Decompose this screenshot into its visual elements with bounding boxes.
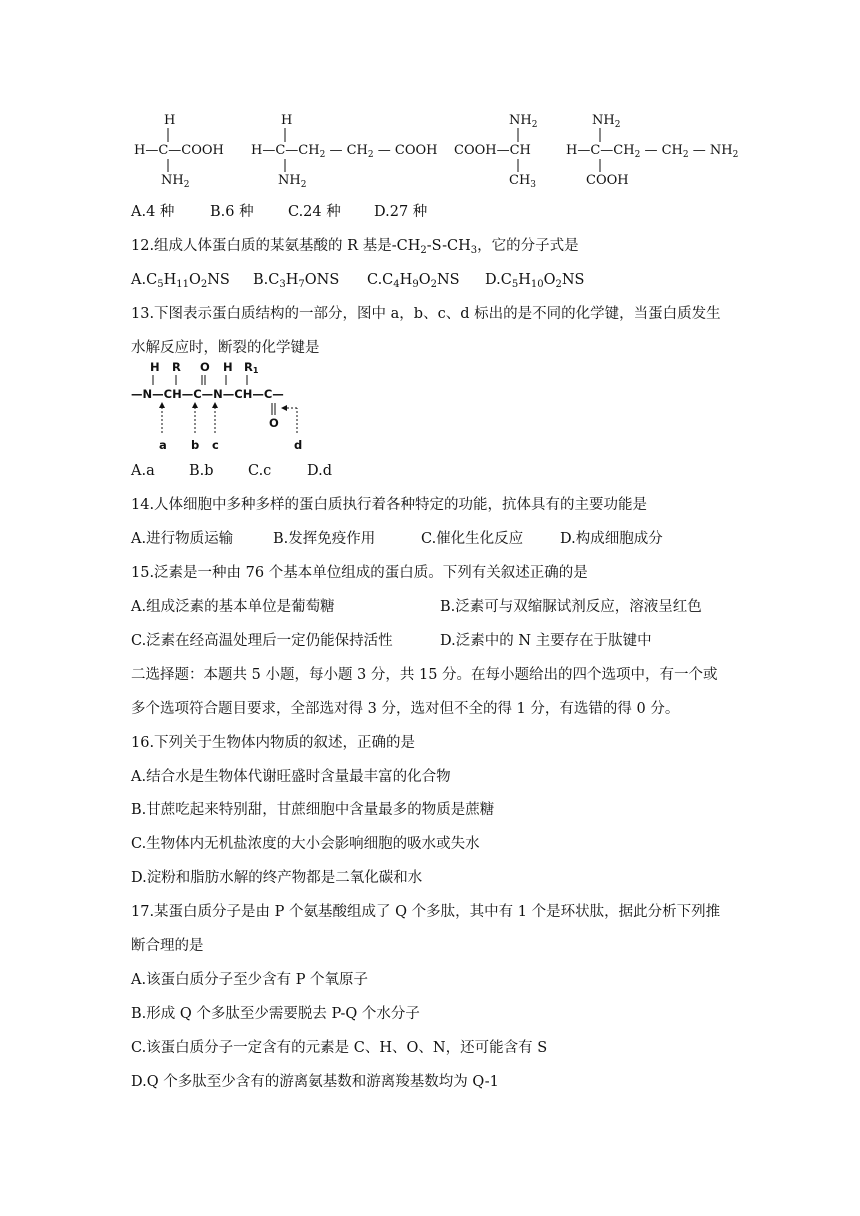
- s3-bottom: $CH_3$: [509, 173, 537, 190]
- q12-option-c[interactable]: $C.C_4H_9O_2NS$: [367, 272, 460, 290]
- q14-options: [131, 529, 663, 549]
- q14-option-d[interactable]: D.构成细胞成分: [560, 531, 663, 547]
- q13-option-a[interactable]: A.a: [131, 463, 155, 479]
- pep-arrow-d: d: [294, 438, 303, 452]
- q13-peptide-diagram: [131, 360, 331, 455]
- q17-option-a[interactable]: A.该蛋白质分子至少含有 P 个氧原子: [131, 972, 369, 988]
- s4-bottom: COOH: [586, 173, 629, 188]
- pep-h2: H: [223, 360, 233, 374]
- q12-option-d[interactable]: $D.C_5H_{10}O_2NS$: [485, 272, 585, 290]
- s2-top-h: H: [281, 113, 293, 128]
- q14-option-a[interactable]: A.进行物质运输: [131, 531, 234, 547]
- s4-top: $NH_2$: [592, 113, 621, 130]
- s2-chain: $H—C—CH_2$ — $CH_2$ — COOH: [251, 143, 438, 160]
- s4-chain: $H—C—CH_2$ — $CH_2$ — $NH_2$: [566, 143, 739, 160]
- pep-o: O: [200, 360, 210, 374]
- q16-stem: 16.下列关于生物体内物质的叙述，正确的是: [131, 735, 416, 751]
- q11-amino-acid-structures: [131, 108, 751, 198]
- structure-4: [566, 113, 738, 188]
- pep-bottom-o: O: [269, 416, 279, 430]
- q11-options: [131, 202, 427, 222]
- q15-stem: 15.泛素是一种由 76 个基本单位组成的蛋白质。下列有关叙述正确的是: [131, 565, 588, 581]
- q15-options-row2: [131, 631, 652, 651]
- q11-option-a[interactable]: A.4 种: [131, 204, 175, 220]
- q13-stem-line2: 水解反应时，断裂的化学键是: [131, 340, 320, 356]
- q13-option-d[interactable]: D.d: [307, 463, 332, 479]
- section2-line1: 二选择题：本题共 5 小题，每小题 3 分，共 15 分。在每小题给出的四个选项中，有一个或: [131, 667, 718, 683]
- q13-options: [131, 461, 332, 481]
- structure-3: [454, 113, 537, 190]
- q12-options: [131, 270, 584, 290]
- pep-h1: H: [150, 360, 160, 374]
- s3-chain: COOH—CH: [454, 143, 531, 158]
- q15-option-a[interactable]: A.组成泛素的基本单位是葡萄糖: [131, 599, 335, 615]
- q11-option-b[interactable]: B.6 种: [210, 204, 254, 220]
- structure-2: [251, 113, 437, 190]
- q14-option-b[interactable]: B.发挥免疫作用: [273, 531, 376, 547]
- q16-option-a[interactable]: A.结合水是生物体代谢旺盛时含量最丰富的化合物: [131, 769, 451, 785]
- q16-option-c[interactable]: C.生物体内无机盐浓度的大小会影响细胞的吸水或失水: [131, 836, 480, 852]
- q15-option-b[interactable]: B.泛素可与双缩脲试剂反应，溶液呈红色: [440, 599, 702, 615]
- q15-option-d[interactable]: D.泛素中的 N 主要存在于肽键中: [440, 633, 652, 649]
- q12-stem: 12.组成人体蛋白质的某氨基酸的 R 基是$-CH_2-S-CH_3$，它的分子式是: [131, 238, 579, 256]
- s2-bottom: $NH_2$: [278, 173, 307, 190]
- q17-stem-line2: 断合理的是: [131, 938, 204, 954]
- q17-option-b[interactable]: B.形成 Q 个多肽至少需要脱去 P-Q 个水分子: [131, 1006, 420, 1022]
- q15-options-row1: [131, 597, 702, 617]
- pep-arrow-b: b: [191, 438, 200, 452]
- q12-option-b[interactable]: $B.C_3H_7ONS$: [253, 272, 340, 290]
- q15-option-c[interactable]: C.泛素在经高温处理后一定仍能保持活性: [131, 633, 393, 649]
- structure-1: [134, 113, 224, 190]
- q14-stem: 14.人体细胞中多种多样的蛋白质执行着各种特定的功能，抗体具有的主要功能是: [131, 497, 648, 513]
- pep-backbone: —N—CH—C—N—CH—C—: [131, 387, 284, 401]
- s3-top: $NH_2$: [509, 113, 538, 130]
- q14-option-c[interactable]: C.催化生化反应: [421, 531, 524, 547]
- q13-option-c[interactable]: C.c: [248, 463, 272, 479]
- q17-option-c[interactable]: C.该蛋白质分子一定含有的元素是 C、H、O、N，还可能含有 S: [131, 1040, 548, 1056]
- pep-r1: R1: [244, 360, 259, 375]
- q11-option-d[interactable]: D.27 种: [374, 204, 428, 220]
- q17-stem-line1: 17.某蛋白质分子是由 P 个氨基酸组成了 Q 个多肽，其中有 1 个是环状肽，据此分析下列推: [131, 904, 721, 920]
- q12-option-a[interactable]: $A.C_5H_{11}O_2NS$: [131, 272, 230, 290]
- q13-option-b[interactable]: B.b: [189, 463, 214, 479]
- section2-line2: 多个选项符合题目要求，全部选对得 3 分，选对但不全的得 1 分，有选错的得 0 分。: [131, 701, 680, 717]
- pep-r: R: [172, 360, 181, 374]
- q16-option-b[interactable]: B.甘蔗吃起来特别甜，甘蔗细胞中含量最多的物质是蔗糖: [131, 802, 495, 818]
- q11-option-c[interactable]: C.24 种: [288, 204, 341, 220]
- s1-bottom: $NH_2$: [161, 173, 190, 190]
- s1-chain: H—C—COOH: [134, 143, 224, 158]
- q13-stem-line1: 13.下图表示蛋白质结构的一部分，图中 a，b、c、d 标出的是不同的化学键，当蛋白质发生: [131, 306, 721, 322]
- s1-top-h: H: [164, 113, 176, 128]
- pep-arrow-c: c: [212, 438, 219, 452]
- q17-option-d[interactable]: D.Q 个多肽至少含有的游离氨基数和游离羧基数均为 Q-1: [131, 1074, 499, 1090]
- pep-arrow-a: a: [159, 438, 167, 452]
- q16-option-d[interactable]: D.淀粉和脂肪水解的终产物都是二氧化碳和水: [131, 870, 423, 886]
